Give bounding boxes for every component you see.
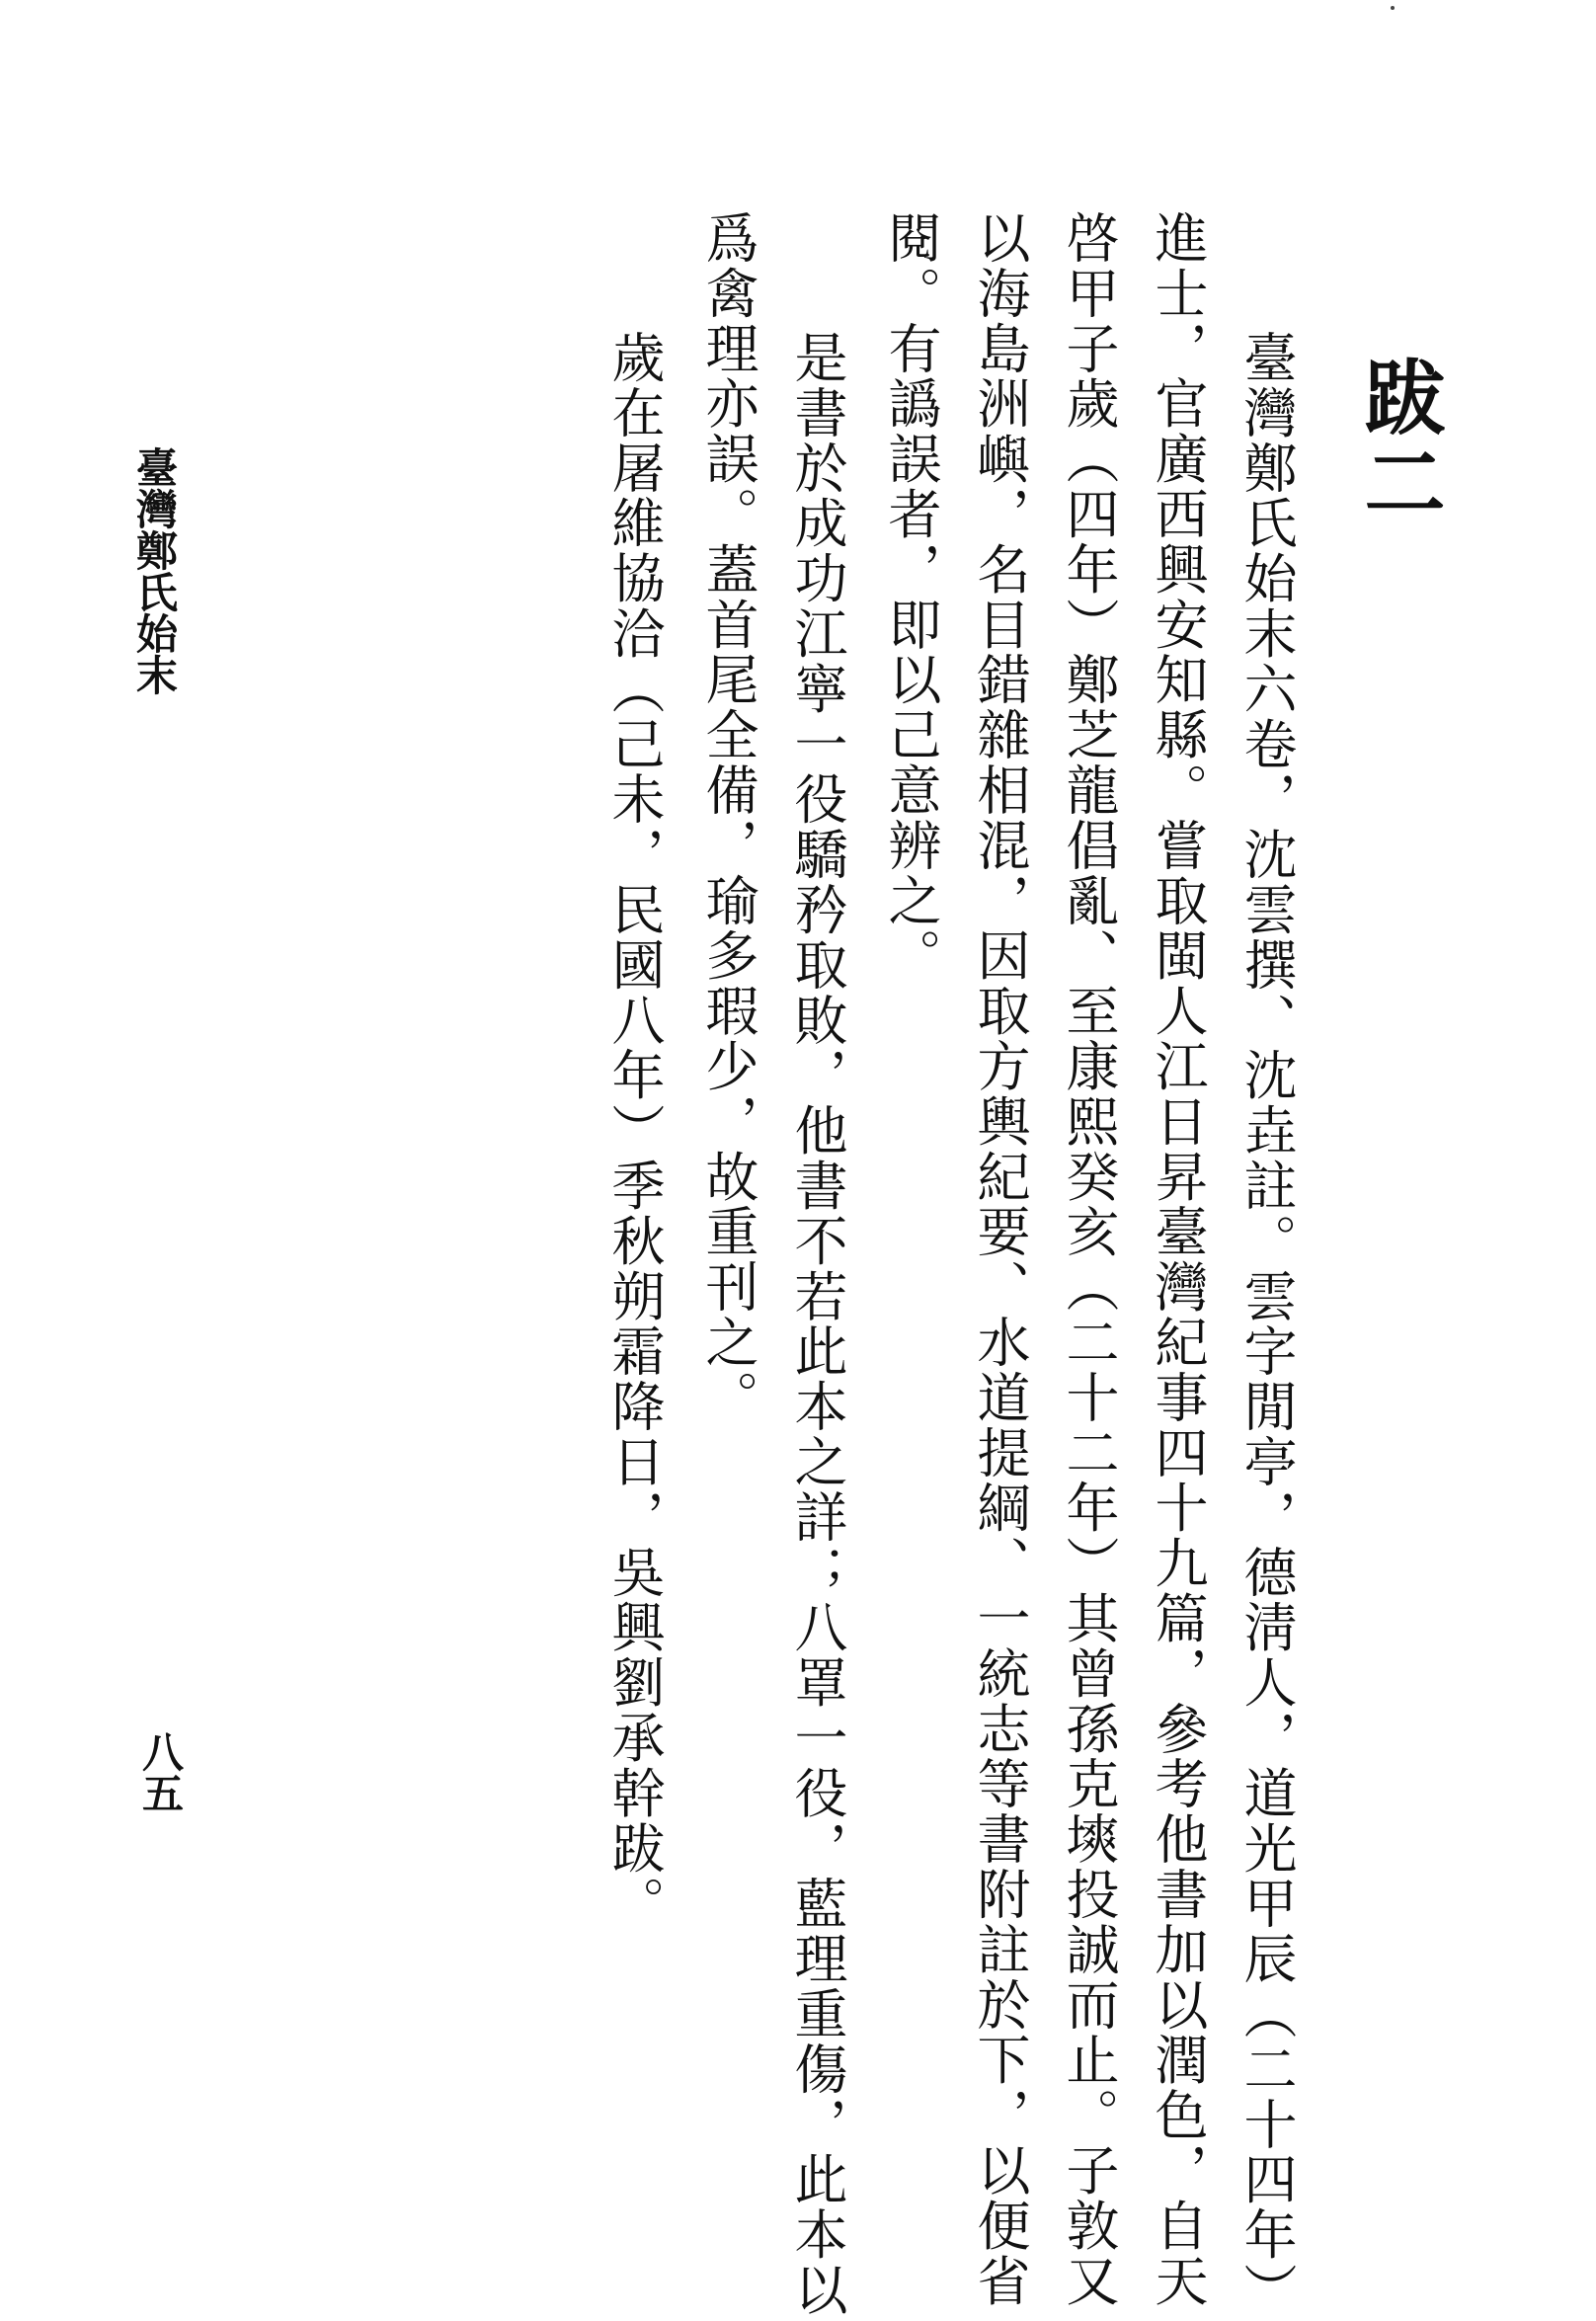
margin-book-title: 臺灣鄭氏始末 xyxy=(130,446,179,695)
text-column-8: 歲在屠維協洽（己未，民國八年）季秋朔霜降日，吳興劉承幹跋。 xyxy=(603,330,666,1932)
text-column-4: 以海島洲嶼，名目錯雜相混，因取方輿紀要、水道提綱、一統志等書附註於下，以便省 xyxy=(969,210,1031,2309)
text-column-2: 進士，官廣西興安知縣。嘗取閩人江日昇臺灣紀事四十九篇，參考他書加以潤色，自天 xyxy=(1147,210,1209,2309)
page-number: 八五 xyxy=(136,1730,185,1813)
text-column-7: 爲禽理亦誤。蓋首尾全備，瑜多瑕少，故重刊之。 xyxy=(697,210,759,1425)
text-column-3: 啓甲子歲（四年）鄭芝龍倡亂、至康熙癸亥（二十二年）其曾孫克塽投誠而止。子敦又 xyxy=(1058,210,1120,2309)
text-column-5: 閱。有譌誤者，即以己意辨之。 xyxy=(880,210,942,984)
text-column-6: 是書於成功江寧一役驕矜取敗，他書不若此本之詳；八罩一役，藍理重傷，此本以 xyxy=(786,330,848,2318)
page-title: 跋二 xyxy=(1351,356,1446,525)
text-column-1: 臺灣鄭氏始末六卷，沈雲撰、沈垚註。雲字閒亭，德淸人，道光甲辰（二十四年） xyxy=(1236,330,1298,2318)
scan-speck xyxy=(1391,6,1395,10)
